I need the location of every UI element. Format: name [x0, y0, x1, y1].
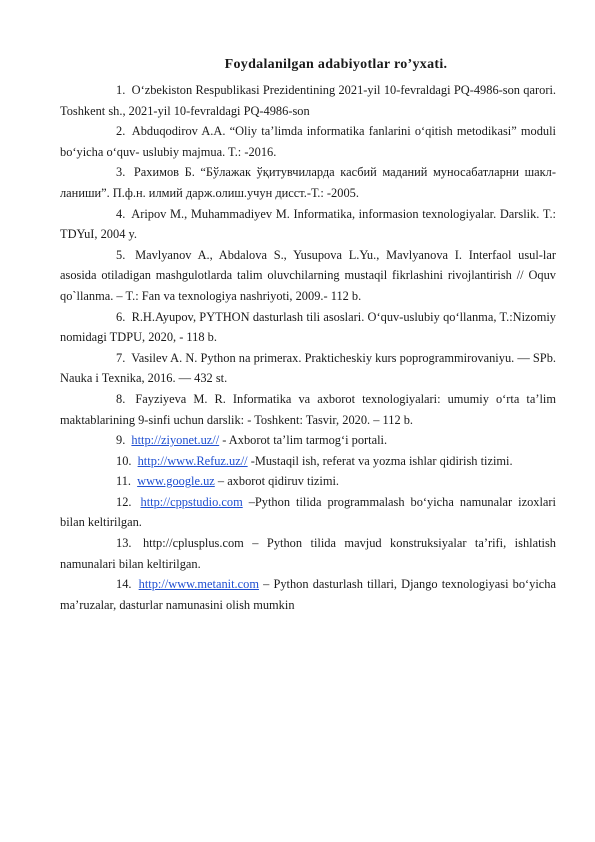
reference-number: 5.: [116, 247, 126, 262]
reference-item: [60, 204, 556, 245]
reference-number: 11.: [116, 474, 132, 489]
reference-item: [60, 348, 556, 389]
document-page: [60, 56, 557, 615]
reference-text: O‘zbekiston Respublikasi Prezidentining 2021-yil 10-fevraldagi PQ-4986-son qarori. Toshkent sh., 2021-yil 10-fevraldagi PQ-4986-son: [60, 83, 556, 118]
reference-item: [60, 389, 556, 430]
reference-link[interactable]: www.google.uz: [137, 474, 215, 489]
reference-number: 8.: [116, 391, 126, 406]
reference-number: 1.: [116, 83, 126, 97]
reference-link[interactable]: http://cppstudio.com: [140, 494, 243, 509]
reference-text: http://cplusplus.com – Python tilida mavjud konstruksiyalar ta’rifi, ishlatish namunalari bilan keltirilgan.: [60, 536, 556, 571]
reference-text: –Python tilida programmalash bo‘yicha namunalar izoxlari bilan keltirilgan.: [60, 494, 556, 530]
reference-number: 10.: [116, 453, 132, 468]
reference-item: [60, 121, 556, 162]
reference-number: 6.: [116, 309, 126, 324]
reference-item: [60, 245, 556, 307]
reference-item: [60, 533, 556, 574]
reference-item: [60, 471, 556, 492]
page-title: Foydalanilgan adabiyotlar ro’yxati.: [224, 57, 448, 72]
reference-text: Fayziyeva M. R. Informatika va axborot texnologiyalari: umumiy o‘rta ta’lim maktablarining 9-sinfi uchun darslik: - Toshkent: Tasvir, 2020. – 112 b.: [60, 391, 556, 427]
reference-number: 9.: [116, 433, 126, 448]
reference-text: -Mustaqil ish, referat va yozma ishlar qidirish tizimi.: [247, 453, 513, 468]
reference-number: 7.: [116, 350, 126, 365]
reference-item: [60, 162, 556, 203]
reference-text: R.H.Ayupov, PYTHON dasturlash tili asoslari. O‘quv-uslubiy qo‘llanma, T.:Nizomiy nomidagi TDPU, 2020, - 118 b.: [60, 309, 556, 345]
reference-number: 3.: [116, 165, 126, 180]
reference-number: 13.: [116, 536, 132, 551]
reference-text: Aripov M., Muhammadiyev M. Informatika, informasion texnologiyalar. Darslik. T.: TDYuI, 2004 y.: [60, 206, 557, 242]
reference-item: [60, 492, 556, 533]
reference-number: 2.: [116, 124, 126, 139]
reference-list: [60, 80, 557, 615]
reference-text: - Axborot ta’lim tarmog‘i portali.: [219, 433, 388, 448]
reference-item: [60, 574, 556, 615]
reference-number: 12.: [116, 494, 132, 509]
reference-item: [60, 430, 556, 451]
reference-text: – axborot qidiruv tizimi.: [214, 474, 340, 489]
reference-item: [60, 451, 556, 472]
reference-text: Mavlyanov A., Abdalova S., Yusupova L.Yu., Mavlyanova I. Interfaol usul-lar asosida otiladigan mashgulotlarda talim oluvchilarning mustaqil fikrlashini rivojlantirish // Oquv qo`llanma. – T.: Fan va texnologiya nashriyoti, 2009.- 112 b.: [60, 247, 556, 303]
reference-number: 4.: [116, 206, 126, 221]
reference-item: [60, 80, 556, 121]
reference-link[interactable]: http://ziyonet.uz//: [131, 433, 220, 448]
reference-text: Abduqodirov A.A. “Oliy ta’limda informatika fanlarini o‘qitish metodikasi” moduli bo‘yicha o‘quv- uslubiy majmua. T.: -2016.: [60, 124, 556, 159]
reference-link[interactable]: http://www.metanit.com: [138, 577, 259, 592]
reference-text: – Python dasturlash tillari, Django texnologiyasi bo‘yicha ma’ruzalar, dasturlar namunasini olish mumkin: [60, 577, 556, 612]
reference-number: 14.: [116, 577, 132, 592]
reference-link[interactable]: http://www.Refuz.uz//: [137, 453, 248, 468]
reference-item: [60, 307, 556, 348]
reference-text: Vasilev A. N. Python na primerax. Prakticheskiy kurs poprogrammirovaniyu. — SPb. Nauka i Texnika, 2016. — 432 st.: [60, 350, 556, 386]
reference-text: Рахимов Б. “Бўлажак ўқитувчиларда касбий маданий муносабатларни шакл-ланиши”. П.ф.н. илмий дарж.олиш.учун дисст.-Т.: -2005.: [60, 165, 556, 200]
